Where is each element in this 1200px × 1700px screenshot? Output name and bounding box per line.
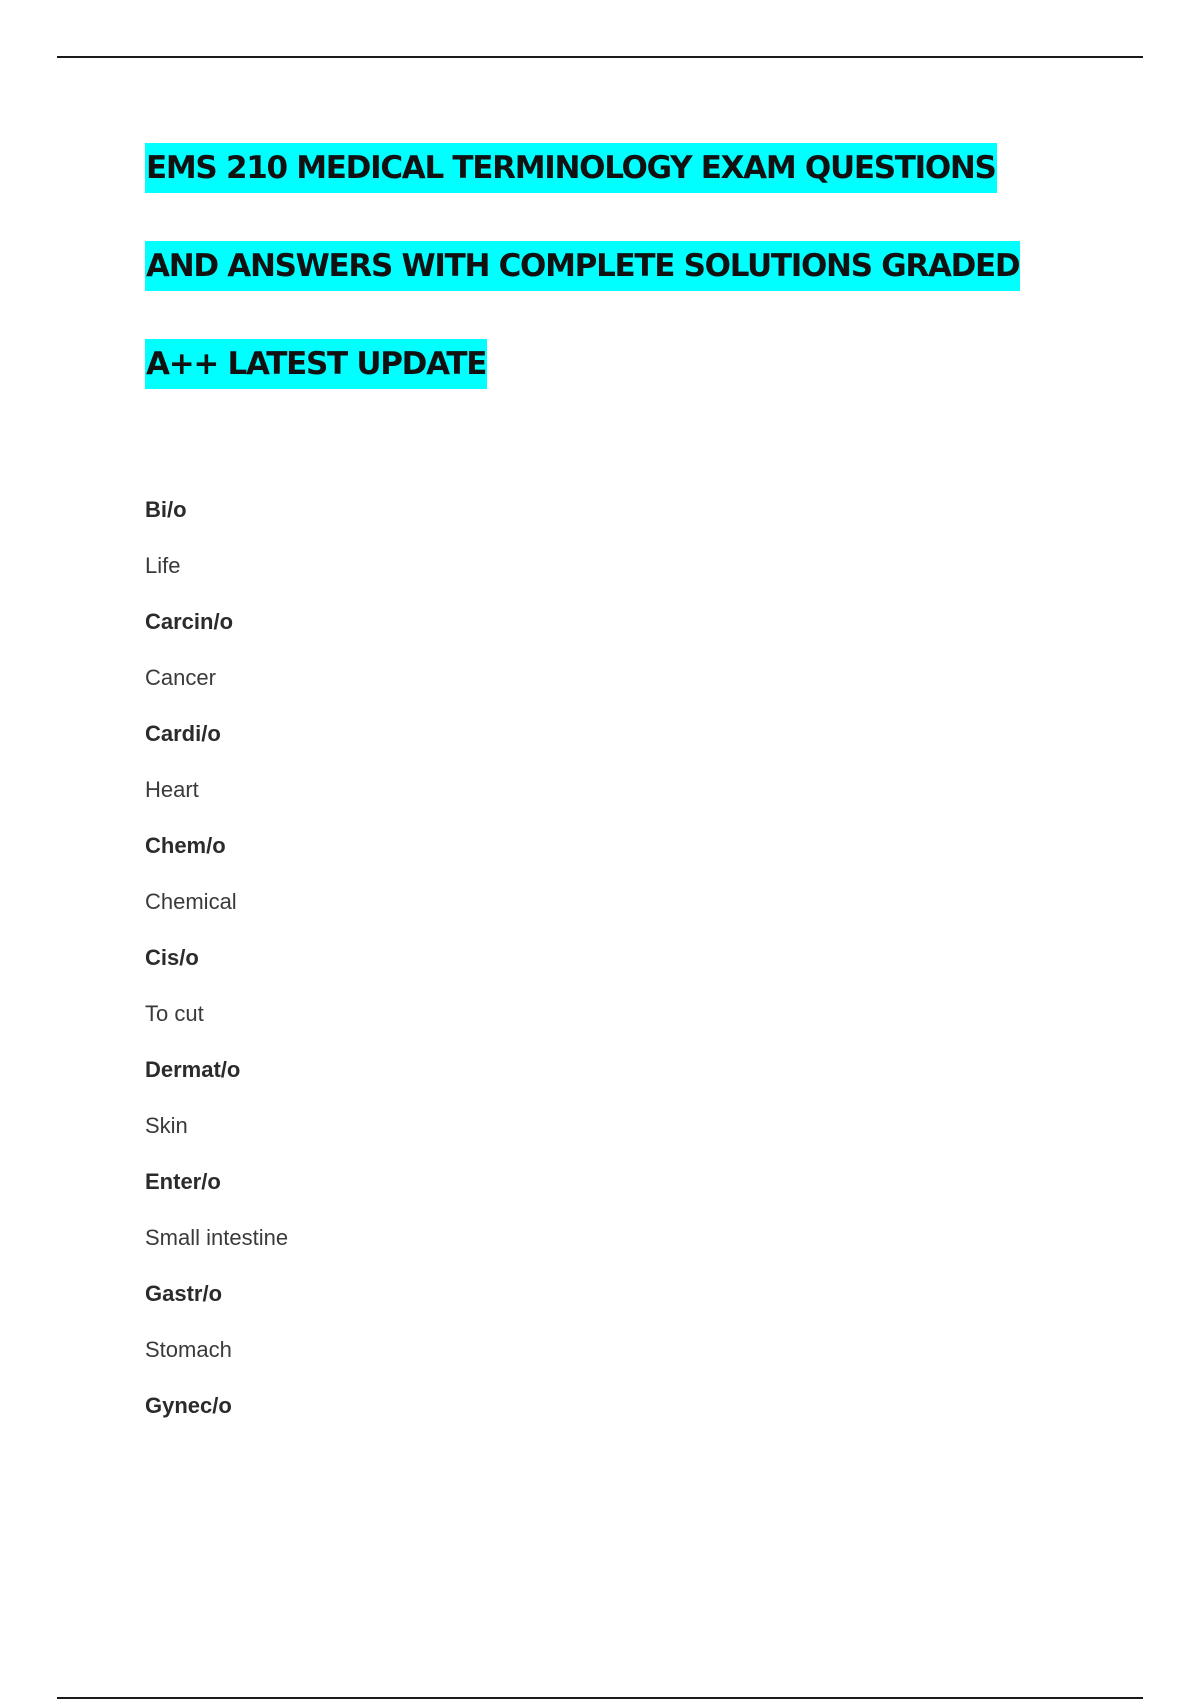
title-line [145, 143, 1145, 241]
title-line-text: AND ANSWERS WITH COMPLETE SOLUTIONS GRADED [145, 241, 1020, 291]
definition: Cancer [145, 665, 216, 690]
definition: Chemical [145, 889, 237, 914]
term: Cardi/o [145, 721, 221, 746]
term: Bi/o [145, 497, 187, 522]
term: Enter/o [145, 1169, 221, 1194]
title-line-text: A++ LATEST UPDATE [145, 339, 487, 389]
term: Cis/o [145, 945, 199, 970]
term: Chem/o [145, 833, 226, 858]
term-list [145, 495, 1045, 1447]
definition: Small intestine [145, 1225, 289, 1250]
term: Gynec/o [145, 1393, 232, 1418]
definition: Life [145, 553, 181, 578]
document-title [145, 143, 1145, 437]
definition: To cut [145, 1001, 204, 1026]
title-line [145, 339, 1145, 437]
title-line-text: EMS 210 MEDICAL TERMINOLOGY EXAM QUESTIONS [145, 143, 997, 193]
footer-rule [57, 1697, 1143, 1699]
definition: Heart [145, 777, 199, 802]
definition: Skin [145, 1113, 188, 1138]
term: Carcin/o [145, 609, 234, 634]
header-rule [57, 56, 1143, 58]
term: Gastr/o [145, 1281, 223, 1306]
definition: Stomach [145, 1337, 232, 1362]
term: Dermat/o [145, 1057, 241, 1082]
title-line [145, 241, 1145, 339]
